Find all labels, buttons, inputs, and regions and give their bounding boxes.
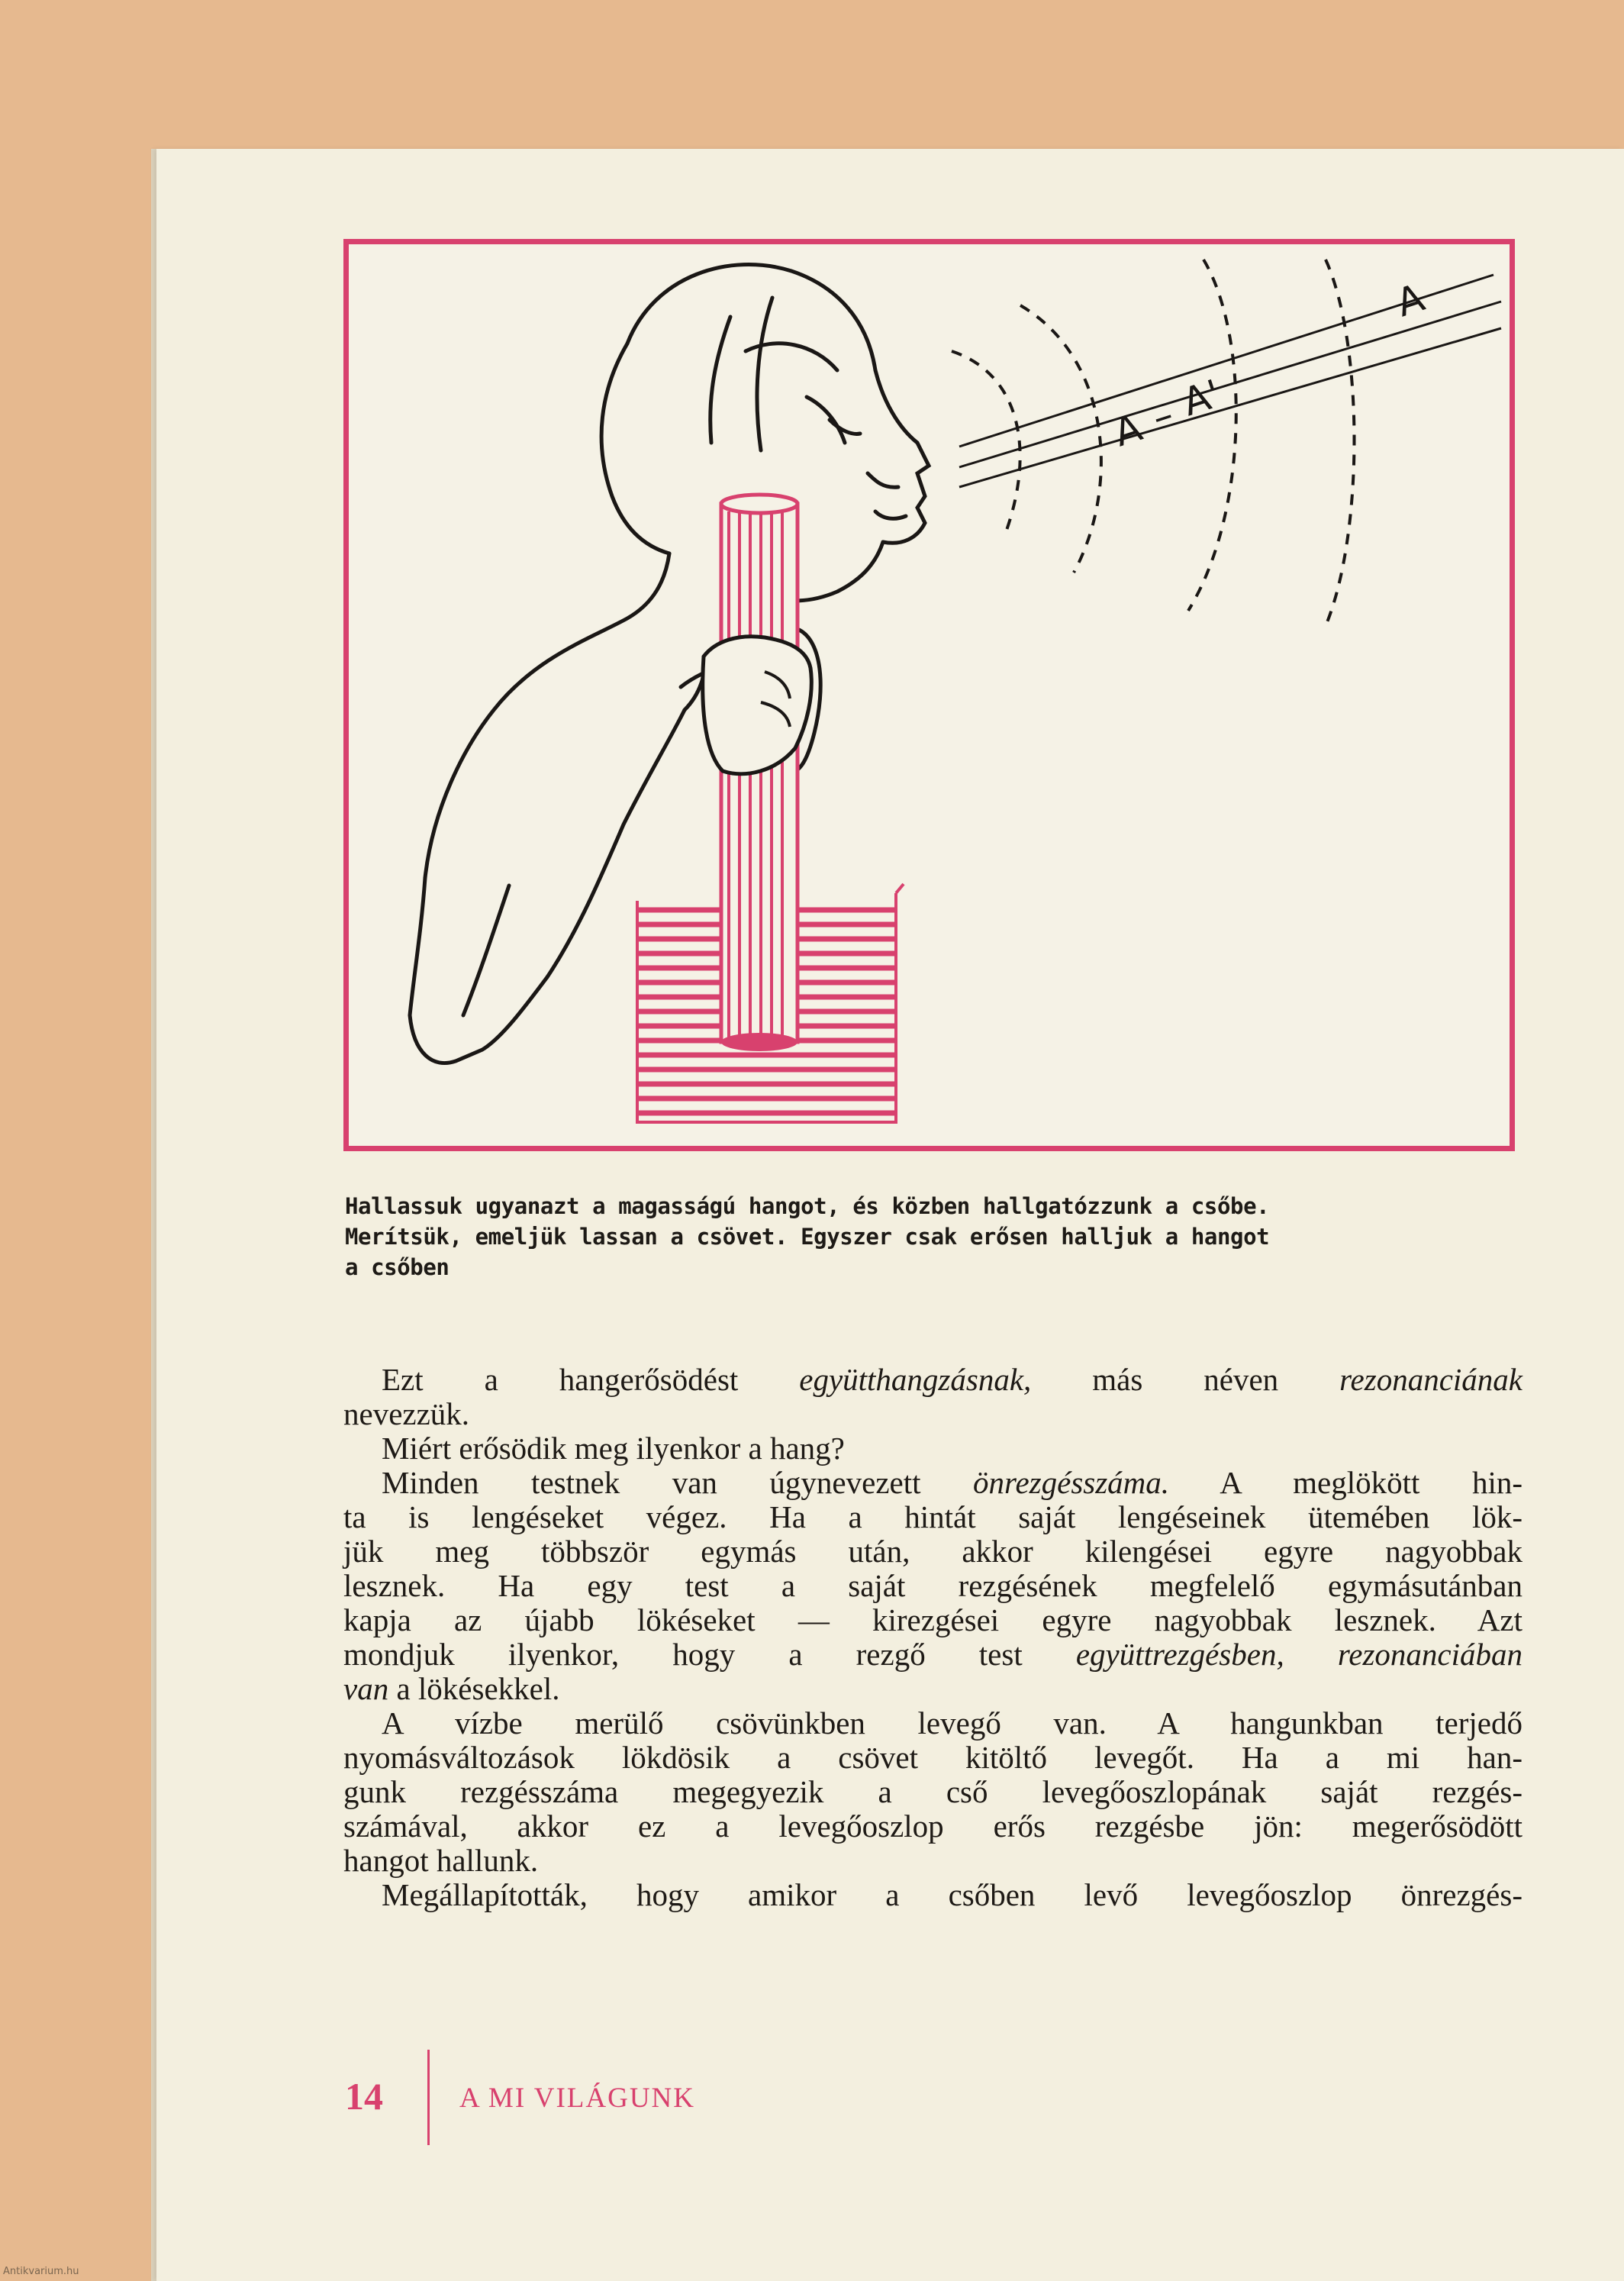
page-number: 14	[345, 2075, 383, 2118]
text-line: Ezt a hangerősödést együtthangzásnak, más néven rezonanciának	[382, 1362, 1522, 1397]
figure-caption	[345, 1191, 1490, 1282]
text-line: Minden testnek van úgynevezett önrezgésszáma. A meglökött hin-	[382, 1465, 1522, 1500]
text-line: ta is lengéseket végez. Ha a hintát saját lengéseinek ütemében lök-	[343, 1499, 1522, 1534]
text-line: van a lökésekkel.	[343, 1671, 560, 1706]
text-line: lesznek. Ha egy test a saját rezgésének megfelelő egymásutánban	[343, 1568, 1522, 1603]
text-line: Miért erősödik meg ilyenkor a hang?	[382, 1431, 845, 1466]
text-line: gunk rezgésszáma megegyezik a cső levegőoszlopának saját rezgés-	[343, 1774, 1522, 1809]
text-line: mondjuk ilyenkor, hogy a rezgő test együttrezgésben, rezonanciában	[343, 1637, 1522, 1672]
caption-line: Hallassuk ugyanazt a magasságú hangot, és közben hallgatózzunk a csőbe.	[345, 1193, 1270, 1219]
label-a-2: A	[1390, 275, 1430, 326]
label-dash: –	[1146, 392, 1179, 440]
body-text	[343, 1363, 1522, 1912]
text-line: Megállapították, hogy amikor a csőben levő levegőoszlop önrezgés-	[382, 1877, 1522, 1912]
caption-line: a csőben	[345, 1254, 450, 1280]
text-line: kapja az újabb lökéseket — kirezgései egyre nagyobbak lesznek. Azt	[343, 1602, 1522, 1637]
text-line: A vízbe merülő csövünkben levegő van. A hangunkban terjedő	[382, 1705, 1522, 1741]
text-line: nyomásváltozások lökdösik a csövet kitöltő levegőt. Ha a mi han-	[343, 1740, 1522, 1775]
boy-outline	[410, 265, 929, 1063]
label-a-prime: A'	[1177, 371, 1226, 425]
illustration-frame	[343, 239, 1515, 1151]
text-line: hangot hallunk.	[343, 1843, 539, 1878]
wave-labels	[1109, 276, 1429, 456]
caption-line: Merítsük, emeljük lassan a csövet. Egyszer csak erősen halljuk a hangot	[345, 1224, 1270, 1250]
footer-divider	[427, 2050, 430, 2145]
illustration-boy-singing-into-tube	[349, 244, 1510, 1146]
watermark: Antikvarium.hu	[3, 2266, 79, 2277]
sound-wavefronts	[952, 260, 1355, 626]
text-line: nevezzük.	[343, 1396, 470, 1431]
label-a-1: A	[1108, 405, 1148, 456]
text-line: jük meg többször egymás után, akkor kilengései egyre nagyobbak	[343, 1534, 1522, 1569]
series-title: A MI VILÁGUNK	[459, 2083, 695, 2114]
text-line: számával, akkor ez a levegőoszlop erős rezgésbe jön: megerősödött	[343, 1808, 1522, 1844]
